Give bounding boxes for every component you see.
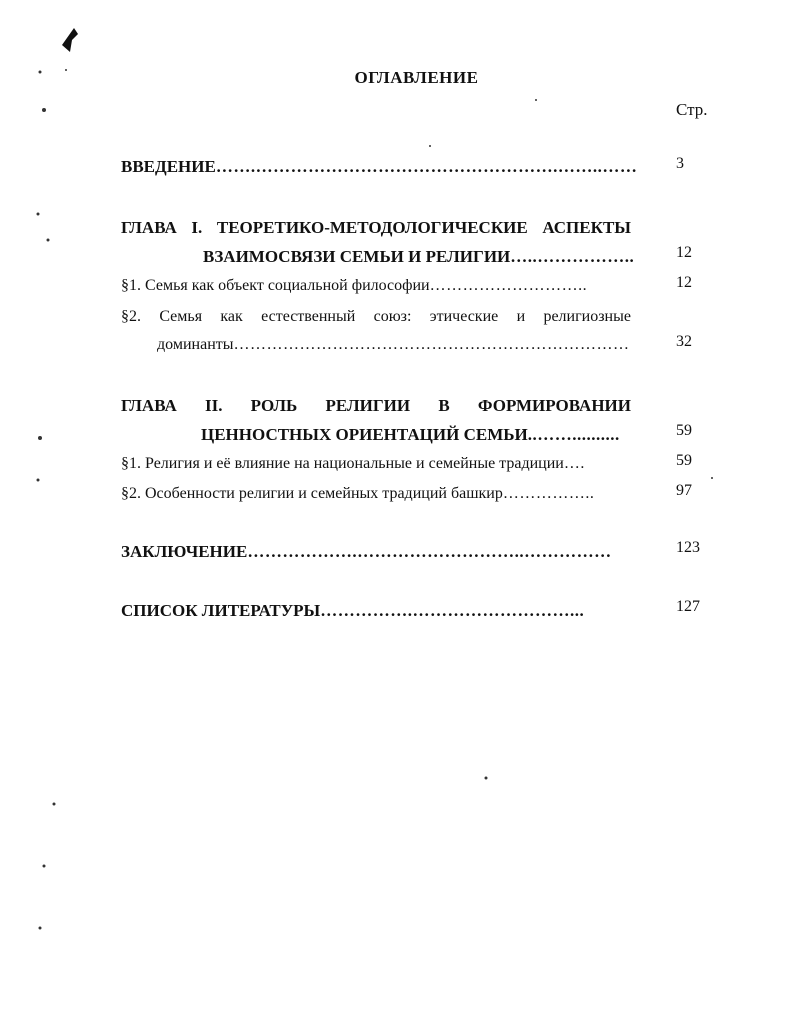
word: и: [516, 308, 526, 325]
entry-label: доминанты: [157, 336, 234, 353]
word: РЕЛИГИИ: [325, 396, 411, 415]
leader-dots: ……………..: [502, 485, 595, 502]
word: как: [220, 308, 243, 325]
word: АСПЕКТЫ: [542, 218, 631, 237]
word: ГЛАВА: [121, 396, 177, 415]
entry-label: §2. Особенности религии и семейных традиций башкир: [121, 485, 503, 502]
word: РОЛЬ: [250, 396, 298, 415]
scan-speck: [47, 239, 50, 242]
word: союз:: [373, 308, 412, 325]
leader-dots: ….: [563, 455, 585, 472]
page-number: 3: [676, 155, 684, 172]
page-column-header: Стр.: [676, 100, 708, 119]
page-number: 12: [676, 244, 692, 261]
scan-speck: [535, 99, 537, 101]
scan-speck: [37, 213, 40, 216]
word: ГЛАВА: [121, 218, 177, 237]
scan-speck: [39, 71, 42, 74]
word: I.: [191, 218, 203, 237]
scan-speck: [711, 477, 713, 479]
page-number: 59: [676, 452, 692, 469]
scan-speck: [43, 865, 46, 868]
entry-label: ЗАКЛЮЧЕНИЕ: [121, 542, 248, 561]
page-number: 123: [676, 539, 700, 556]
page-number: 127: [676, 598, 700, 615]
word: религиозные: [543, 308, 631, 325]
leader-dots: ………………………..: [429, 277, 588, 294]
page-number: 12: [676, 274, 692, 291]
page-title: ОГЛАВЛЕНИЕ: [354, 68, 479, 87]
scan-speck: [42, 108, 46, 112]
leader-dots: …………….………………………...: [320, 601, 585, 620]
leader-dots: ………………………………………………………………: [233, 336, 630, 353]
entry-label: ВВЕДЕНИЕ: [121, 157, 216, 176]
scan-speck: [37, 479, 40, 482]
scan-speck: [429, 145, 431, 147]
scan-speck: [39, 927, 42, 930]
scan-speck: [65, 69, 67, 71]
scan-speck: [485, 777, 488, 780]
word: В: [438, 396, 450, 415]
entry-label: §1. Религия и её влияние на национальные и семейные традиции: [121, 455, 564, 472]
leader-dots: …….…………………………………………….……..……: [215, 157, 638, 176]
entry-label: ВЗАИМОСВЯЗИ СЕМЬИ И РЕЛИГИИ: [203, 247, 511, 266]
word: ФОРМИРОВАНИИ: [477, 396, 631, 415]
word: этические: [429, 308, 499, 325]
entry-label: §1. Семья как объект социальной философии: [121, 277, 430, 294]
scan-speck: [38, 436, 42, 440]
page-number: 97: [676, 482, 692, 499]
word: II.: [204, 396, 223, 415]
word: ТЕОРЕТИКО-МЕТОДОЛОГИЧЕСКИЕ: [216, 218, 528, 237]
page-number: 32: [676, 333, 692, 350]
leader-dots: ……………….………………………..……………: [247, 542, 612, 561]
scan-speck: [62, 28, 78, 52]
scan-speck: [53, 803, 56, 806]
leader-dots: …..……………..: [510, 247, 635, 266]
word: §2.: [121, 308, 141, 325]
word: естественный: [261, 308, 356, 325]
entry-label: ЦЕННОСТНЫХ ОРИЕНТАЦИЙ СЕМЬИ: [201, 425, 528, 444]
word: Семья: [159, 308, 203, 325]
page-number: 59: [676, 422, 692, 439]
entry-label: СПИСОК ЛИТЕРАТУРЫ: [121, 601, 321, 620]
leader-dots: ..……..........: [527, 425, 620, 444]
